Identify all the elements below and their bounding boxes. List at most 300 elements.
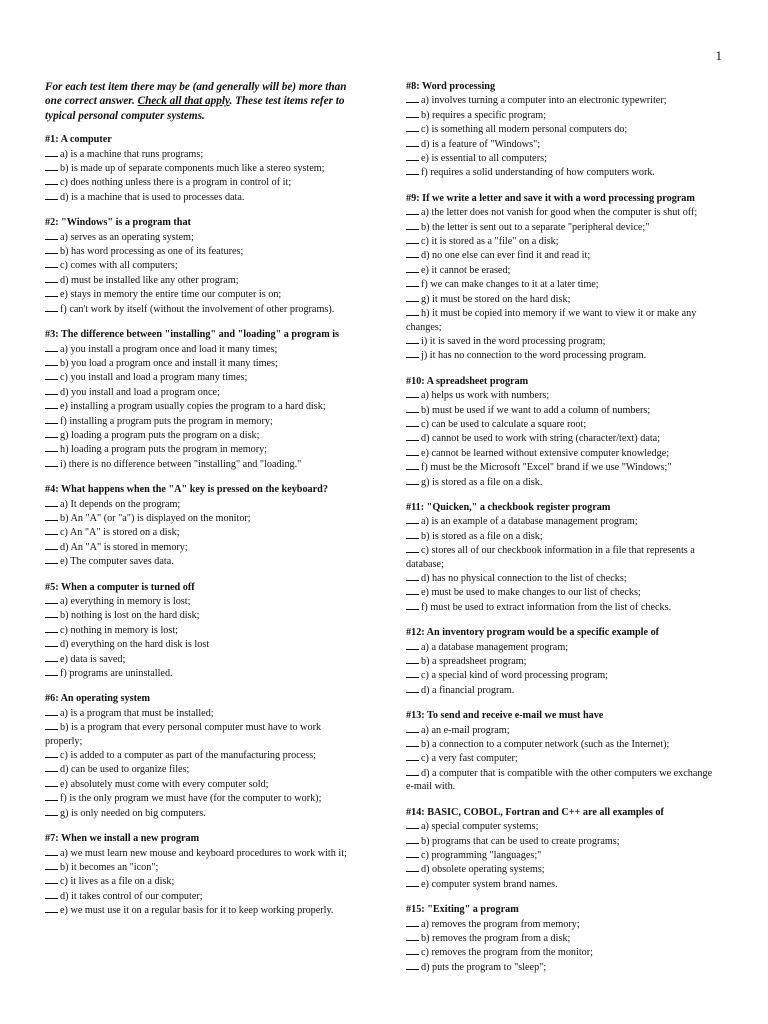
answer-text: i) it is saved in the word processing program; [421, 335, 606, 347]
answer-text: g) loading a program puts the program on a disk; [60, 429, 260, 441]
answer-text: f) requires a solid understanding of how computers work. [421, 167, 655, 179]
answer-text: c) does nothing unless there is a program in control of it; [60, 177, 292, 189]
answer-text: e) it cannot be erased; [421, 264, 511, 276]
question-title: #7: When we install a new program [45, 833, 200, 845]
answer-option [45, 594, 355, 608]
answer-option [45, 748, 355, 762]
answer-text: e) cannot be learned without extensive computer knowledge; [421, 447, 670, 459]
answer-option [45, 442, 355, 456]
answer-text: d) no one else can ever find it and read it; [421, 250, 591, 262]
answer-text: d) has no physical connection to the list of checks; [421, 573, 627, 584]
answer-blank[interactable] [406, 514, 419, 524]
left-question-list [45, 133, 355, 917]
answer-blank[interactable] [406, 543, 419, 553]
answer-text: d) you install and load a program once; [60, 386, 220, 398]
answer-text: d) obsolete operating systems; [421, 864, 545, 876]
answer-blank[interactable] [406, 306, 419, 316]
answer-text: a) is a machine that runs programs; [60, 148, 204, 160]
answer-option [45, 370, 355, 384]
answer-blank[interactable] [45, 777, 58, 787]
answer-blank[interactable] [406, 571, 419, 581]
answer-option [45, 791, 355, 805]
answer-option [406, 766, 722, 794]
answer-option [406, 205, 722, 219]
answer-blank[interactable] [406, 205, 419, 215]
answer-option [406, 306, 722, 334]
answer-option [406, 431, 722, 445]
instructions-emphasis: Check all that apply [137, 95, 230, 108]
answer-option [406, 834, 722, 848]
answer-blank[interactable] [406, 137, 419, 147]
answer-option [406, 137, 722, 151]
answer-option [45, 903, 355, 917]
answer-blank[interactable] [406, 600, 419, 610]
question-title: #6: An operating system [45, 693, 150, 705]
answer-option [406, 122, 722, 136]
question-block [45, 832, 355, 917]
answer-text: a) It depends on the program; [60, 498, 181, 510]
answer-text: c) can be used to calculate a square root; [421, 418, 587, 430]
answer-option [406, 403, 722, 417]
answer-option [45, 356, 355, 370]
answer-text: d) must be installed like any other program; [60, 274, 239, 286]
answer-text: e) computer system brand names. [421, 878, 558, 890]
answer-option [45, 147, 355, 161]
answer-option [406, 877, 722, 891]
answer-text: a) is a program that must be installed; [60, 707, 214, 719]
question-block [406, 709, 722, 793]
answer-blank[interactable] [406, 862, 419, 872]
answer-blank[interactable] [406, 108, 419, 118]
answer-blank[interactable] [406, 220, 419, 230]
answer-option [406, 446, 722, 460]
answer-option [45, 258, 355, 272]
answer-option [406, 263, 722, 277]
answer-option [45, 497, 355, 511]
answer-option [406, 220, 722, 234]
answer-option [406, 723, 722, 737]
answer-blank[interactable] [406, 263, 419, 273]
answer-text: f) must be the Microsoft "Excel" brand if we use "Windows;" [421, 462, 672, 474]
answer-text: b) programs that can be used to create programs; [421, 835, 620, 847]
answer-option [45, 666, 355, 680]
answer-text: b) must be used if we want to add a column of numbers; [421, 404, 651, 416]
answer-option [406, 683, 722, 697]
answer-text: f) we can make changes to it at a later time; [421, 279, 599, 291]
answer-blank[interactable] [406, 234, 419, 244]
question-block [406, 192, 722, 363]
question-title: #9: If we write a letter and save it with a word processing program [406, 192, 695, 204]
right-question-list [406, 80, 722, 974]
answer-blank[interactable] [45, 497, 58, 507]
instructions-text: For each test item there may be (and generally will be) more than one correct answer. [45, 81, 347, 108]
answer-blank[interactable] [45, 287, 58, 297]
question-title: #2: "Windows" is a program that [45, 217, 191, 229]
answer-option [406, 277, 722, 291]
answer-blank[interactable] [406, 277, 419, 287]
answer-option [45, 385, 355, 399]
answer-option [45, 846, 355, 860]
question-block [45, 692, 355, 820]
question-block [406, 501, 722, 614]
answer-text: c) programming "languages;" [421, 849, 542, 861]
answer-text: b) is a program that every personal computer must have to work properly; [45, 722, 322, 747]
answer-blank[interactable] [45, 147, 58, 157]
answer-blank[interactable] [45, 230, 58, 240]
answer-option [406, 514, 722, 528]
answer-text: a) everything in memory is lost; [60, 596, 191, 607]
answer-text: g) is stored as a file on a disk. [421, 476, 543, 488]
answer-blank[interactable] [45, 385, 58, 395]
answer-blank[interactable] [406, 388, 419, 398]
question-block [406, 903, 722, 974]
answer-blank[interactable] [45, 258, 58, 268]
answer-option [406, 108, 722, 122]
answer-option [45, 652, 355, 666]
answer-text: a) we must learn new mouse and keyboard procedures to work with it; [60, 847, 347, 859]
answer-blank[interactable] [45, 525, 58, 535]
answer-text: h) it must be copied into memory if we want to view it or make any changes; [406, 308, 697, 333]
answer-text: b) is made up of separate components much like a stereo system; [60, 163, 325, 175]
answer-blank[interactable] [406, 819, 419, 829]
answer-option [45, 874, 355, 888]
answer-option [406, 388, 722, 402]
answer-blank[interactable] [45, 428, 58, 438]
answer-option [45, 637, 355, 651]
answer-blank[interactable] [45, 414, 58, 424]
answer-blank[interactable] [406, 93, 419, 103]
answer-blank[interactable] [406, 529, 419, 539]
answer-blank[interactable] [406, 945, 419, 955]
answer-text: b) nothing is lost on the hard disk; [60, 610, 200, 622]
answer-text: a) removes the program from memory; [421, 918, 580, 930]
answer-text: c) is something all modern personal computers do; [421, 124, 628, 136]
question-title: #11: "Quicken," a checkbook register program [406, 501, 611, 513]
answer-option [406, 819, 722, 833]
answer-blank[interactable] [406, 654, 419, 664]
answer-blank[interactable] [406, 723, 419, 733]
answer-blank[interactable] [45, 748, 58, 758]
answer-text: c) a special kind of word processing program; [421, 670, 608, 682]
answer-text: a) the letter does not vanish for good when the computer is shut off; [421, 207, 698, 219]
answer-option [406, 600, 722, 614]
answer-option [406, 931, 722, 945]
answer-option [45, 244, 355, 258]
answer-option [45, 540, 355, 554]
answer-text: c) An "A" is stored on a disk; [60, 527, 180, 539]
answer-text: f) must be used to extract information from the list of checks. [421, 601, 672, 613]
answer-blank[interactable] [45, 846, 58, 856]
question-block [45, 328, 355, 471]
question-block [45, 216, 355, 316]
answer-blank[interactable] [45, 720, 58, 730]
answer-blank[interactable] [45, 511, 58, 521]
answer-blank[interactable] [406, 417, 419, 427]
answer-text: d) An "A" is stored in memory; [60, 541, 188, 553]
answer-text: d) cannot be used to work with string (character/text) data; [421, 433, 661, 445]
question-block [45, 133, 355, 204]
question-title: #8: Word processing [406, 81, 496, 92]
answer-blank[interactable] [45, 442, 58, 452]
answer-blank[interactable] [406, 165, 419, 175]
answer-text: c) is added to a computer as part of the manufacturing process; [60, 750, 317, 762]
answer-blank[interactable] [45, 302, 58, 312]
question-title: #10: A spreadsheet program [406, 375, 529, 387]
answer-option [406, 248, 722, 262]
answer-blank[interactable] [45, 791, 58, 801]
answer-option [45, 414, 355, 428]
answer-blank[interactable] [406, 446, 419, 456]
answer-blank[interactable] [406, 683, 419, 693]
question-title: #1: A computer [45, 134, 112, 146]
answer-option [406, 475, 722, 489]
answer-option [45, 399, 355, 413]
answer-blank[interactable] [406, 848, 419, 858]
answer-option [406, 848, 722, 862]
answer-blank[interactable] [406, 151, 419, 161]
answer-text: d) can be used to organize files; [60, 764, 190, 776]
answer-option [45, 777, 355, 791]
answer-option [45, 623, 355, 637]
answer-option [45, 720, 355, 748]
answer-blank[interactable] [406, 960, 419, 970]
answer-option [406, 543, 722, 571]
answer-text: a) an e-mail program; [421, 724, 510, 736]
answer-blank[interactable] [45, 457, 58, 467]
answer-text: e) installing a program usually copies the program to a hard disk; [60, 401, 326, 413]
answer-option [406, 960, 722, 974]
answer-blank[interactable] [45, 706, 58, 716]
answer-text: j) it has no connection to the word processing program. [421, 350, 647, 362]
answer-option [45, 608, 355, 622]
answer-blank[interactable] [45, 652, 58, 662]
answer-text: d) a financial program. [421, 684, 515, 696]
answer-text: a) is an example of a database management program; [421, 516, 638, 528]
answer-text: g) is only needed on big computers. [60, 807, 206, 819]
right-column [406, 80, 722, 986]
answer-text: b) a spreadsheet program; [421, 656, 527, 668]
answer-option [406, 334, 722, 348]
answer-blank[interactable] [45, 623, 58, 633]
answer-blank[interactable] [406, 751, 419, 761]
left-column [45, 80, 355, 930]
answer-blank[interactable] [45, 806, 58, 816]
answer-blank[interactable] [406, 640, 419, 650]
answer-blank[interactable] [406, 931, 419, 941]
answer-blank[interactable] [406, 917, 419, 927]
answer-option [406, 460, 722, 474]
answer-option [406, 234, 722, 248]
answer-blank[interactable] [406, 834, 419, 844]
answer-text: a) you install a program once and load it many times; [60, 343, 278, 355]
answer-text: c) a very fast computer; [421, 753, 518, 765]
answer-blank[interactable] [45, 666, 58, 676]
answer-blank[interactable] [45, 273, 58, 283]
answer-blank[interactable] [45, 175, 58, 185]
answer-option [406, 571, 722, 585]
answer-option [45, 762, 355, 776]
answer-blank[interactable] [406, 348, 419, 358]
answer-option [406, 585, 722, 599]
answer-text: e) absolutely must come with every computer sold; [60, 778, 269, 790]
answer-text: i) there is no difference between "installing" and "loading." [60, 458, 302, 470]
answer-option [45, 302, 355, 316]
answer-text: a) a database management program; [421, 641, 569, 653]
answer-blank[interactable] [406, 585, 419, 595]
answer-text: c) nothing in memory is lost; [60, 624, 178, 636]
question-block [406, 626, 722, 697]
answer-blank[interactable] [45, 860, 58, 870]
answer-blank[interactable] [45, 540, 58, 550]
answer-option [45, 230, 355, 244]
answer-text: d) puts the program to "sleep"; [421, 961, 547, 973]
question-block [45, 581, 355, 681]
answer-option [45, 889, 355, 903]
answer-text: b) is stored as a file on a disk; [421, 530, 543, 542]
answer-blank[interactable] [45, 370, 58, 380]
answer-blank[interactable] [406, 122, 419, 132]
answer-blank[interactable] [45, 762, 58, 772]
answer-blank[interactable] [406, 668, 419, 678]
answer-option [406, 945, 722, 959]
answer-text: e) data is saved; [60, 653, 126, 665]
question-block [406, 80, 722, 180]
answer-option [406, 417, 722, 431]
answer-text: f) is the only program we must have (for the computer to work); [60, 793, 322, 805]
answer-blank[interactable] [45, 190, 58, 200]
answer-blank[interactable] [406, 431, 419, 441]
answer-blank[interactable] [45, 637, 58, 647]
answer-blank[interactable] [45, 399, 58, 409]
answer-blank[interactable] [45, 342, 58, 352]
answer-blank[interactable] [45, 608, 58, 618]
answer-text: a) special computer systems; [421, 821, 539, 833]
answer-blank[interactable] [406, 292, 419, 302]
question-title: #14: BASIC, COBOL, Fortran and C++ are all examples of [406, 806, 664, 818]
instructions [45, 80, 355, 123]
answer-option [45, 342, 355, 356]
answer-text: e) we must use it on a regular basis for it to keep working properly. [60, 905, 334, 917]
answer-text: e) The computer saves data. [60, 556, 174, 568]
answer-text: e) is essential to all computers; [421, 153, 547, 165]
answer-text: f) can't work by itself (without the involvement of other programs). [60, 303, 335, 315]
answer-blank[interactable] [45, 244, 58, 254]
answer-text: b) the letter is sent out to a separate "peripheral device;" [421, 221, 650, 233]
answer-text: c) comes with all computers; [60, 260, 178, 272]
answer-blank[interactable] [406, 877, 419, 887]
answer-blank[interactable] [45, 903, 58, 913]
answer-blank[interactable] [406, 766, 419, 776]
answer-text: b) removes the program from a disk; [421, 932, 571, 944]
answer-text: d) is a feature of "Windows"; [421, 138, 541, 150]
answer-text: c) you install and load a program many times; [60, 372, 248, 384]
answer-blank[interactable] [45, 889, 58, 899]
answer-option [406, 151, 722, 165]
question-block [406, 375, 722, 489]
answer-option [45, 161, 355, 175]
answer-option [45, 457, 355, 471]
answer-blank[interactable] [45, 554, 58, 564]
answer-blank[interactable] [406, 403, 419, 413]
answer-option [406, 654, 722, 668]
answer-option [45, 525, 355, 539]
instructions-text-end: . These test items refer to typical personal computer systems. [45, 95, 345, 122]
question-block [406, 806, 722, 891]
question-title: #13: To send and receive e-mail we must have [406, 710, 604, 722]
answer-text: b) it becomes an "icon"; [60, 861, 159, 873]
answer-text: b) a connection to a computer network (such as the Internet); [421, 739, 670, 751]
answer-option [45, 554, 355, 568]
answer-text: d) a computer that is compatible with the other computers we exchange e-mail with. [406, 767, 713, 793]
answer-text: b) requires a specific program; [421, 109, 547, 121]
answer-option [406, 751, 722, 765]
answer-text: c) it is stored as a "file" on a disk; [421, 236, 559, 248]
answer-blank[interactable] [406, 737, 419, 747]
question-title: #15: "Exiting" a program [406, 904, 519, 916]
answer-option [45, 860, 355, 874]
answer-text: b) you load a program once and install it many times; [60, 357, 278, 369]
answer-option [406, 668, 722, 682]
answer-option [45, 287, 355, 301]
answer-blank[interactable] [45, 161, 58, 171]
answer-text: f) programs are uninstalled. [60, 668, 173, 680]
answer-option [406, 529, 722, 543]
answer-text: d) it takes control of our computer; [60, 890, 203, 902]
answer-option [45, 511, 355, 525]
answer-option [45, 706, 355, 720]
answer-text: b) has word processing as one of its features; [60, 246, 244, 258]
answer-option [45, 428, 355, 442]
answer-text: c) stores all of our checkbook information in a file that represents a database; [406, 545, 695, 570]
answer-text: e) stays in memory the entire time our computer is on; [60, 289, 282, 301]
answer-option [406, 917, 722, 931]
answer-option [406, 348, 722, 362]
question-title: #3: The difference between "installing" and "loading" a program is [45, 329, 340, 341]
answer-option [406, 292, 722, 306]
answer-text: a) serves as an operating system; [60, 231, 194, 243]
answer-option [406, 93, 722, 107]
answer-text: e) must be used to make changes to our list of checks; [421, 587, 641, 599]
question-block [45, 483, 355, 568]
answer-blank[interactable] [406, 334, 419, 344]
answer-text: a) helps us work with numbers; [421, 390, 550, 402]
answer-option [45, 190, 355, 204]
answer-text: f) installing a program puts the program in memory; [60, 415, 273, 427]
answer-option [45, 806, 355, 820]
answer-blank[interactable] [45, 594, 58, 604]
answer-text: c) it lives as a file on a disk; [60, 876, 175, 888]
answer-blank[interactable] [45, 874, 58, 884]
answer-option [406, 165, 722, 179]
answer-text: a) involves turning a computer into an electronic typewriter; [421, 95, 667, 107]
page-number: 1 [715, 48, 722, 63]
answer-option [45, 273, 355, 287]
question-title: #12: An inventory program would be a specific example of [406, 627, 660, 639]
answer-blank[interactable] [406, 460, 419, 470]
answer-option [406, 862, 722, 876]
question-title: #4: What happens when the "A" key is pressed on the keyboard? [45, 484, 328, 496]
answer-option [406, 737, 722, 751]
answer-blank[interactable] [45, 356, 58, 366]
answer-blank[interactable] [406, 248, 419, 258]
answer-text: b) An "A" (or "a") is displayed on the monitor; [60, 512, 251, 524]
answer-text: h) loading a program puts the program in memory; [60, 444, 268, 456]
answer-text: d) is a machine that is used to processes data. [60, 191, 245, 203]
answer-text: g) it must be stored on the hard disk; [421, 293, 571, 305]
question-title: #5: When a computer is turned off [45, 581, 195, 593]
answer-blank[interactable] [406, 475, 419, 485]
answer-option [406, 640, 722, 654]
